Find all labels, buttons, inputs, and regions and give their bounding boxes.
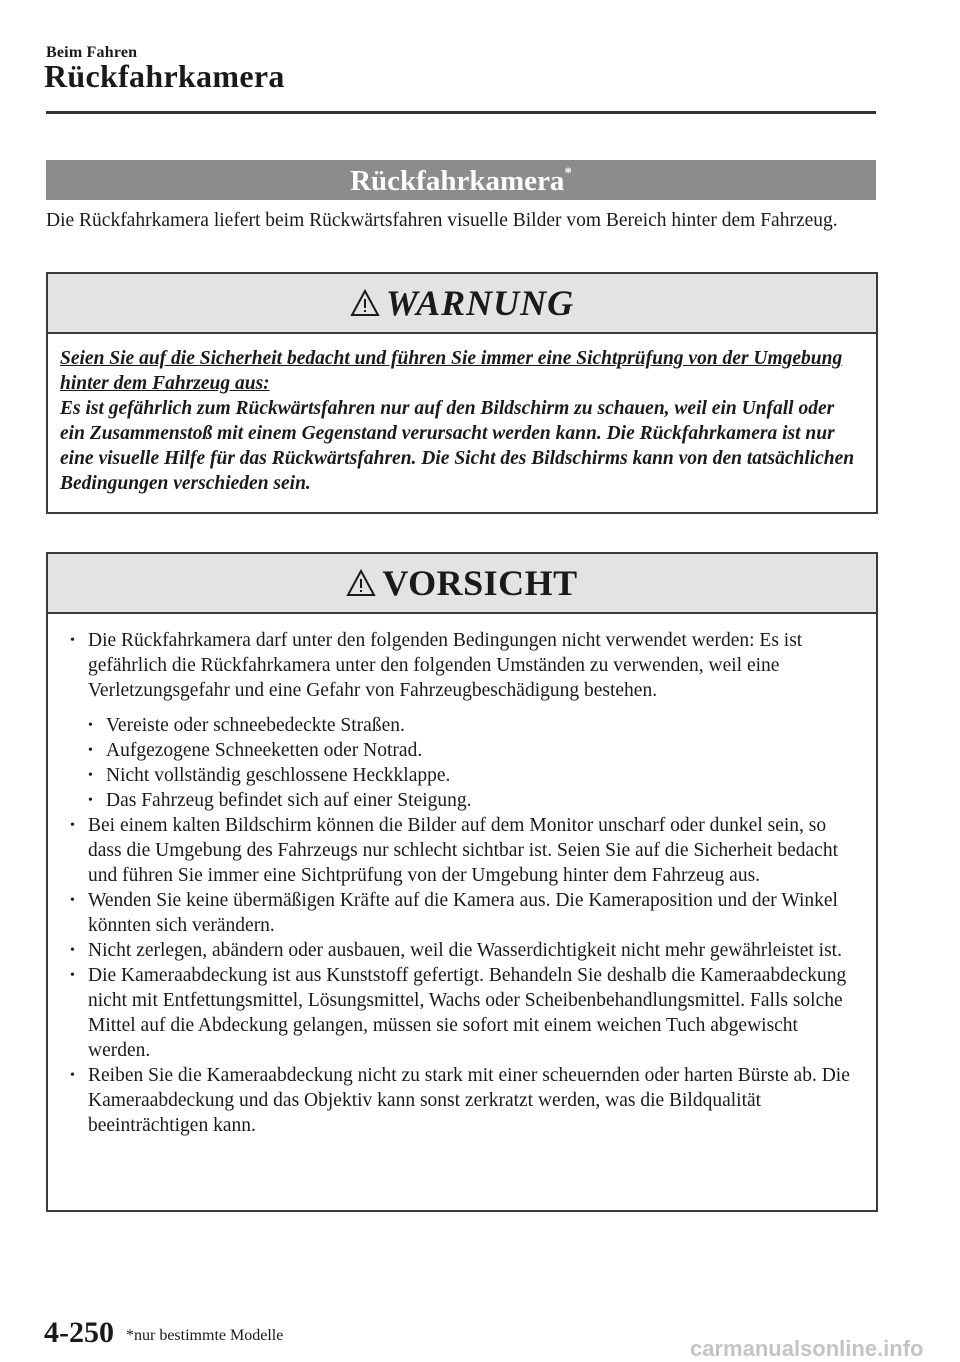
warning-lead: Seien Sie auf die Sicherheit bedacht und führen Sie immer eine Sichtprüfung von der Umgebung hinter dem Fahrzeug aus: xyxy=(60,348,843,394)
watermark: carmanualsonline.info xyxy=(690,1336,924,1361)
warning-title: WARNUNG xyxy=(385,283,575,323)
intro-paragraph: Die Rückfahrkamera liefert beim Rückwärtsfahren visuelle Bilder vom Bereich hinter dem Fahrzeug. xyxy=(46,210,838,231)
list-item: • Die Rückfahrkamera darf unter den folgenden Bedingungen nicht verwendet werden: Es ist gefährlich die Rückfahrkamera unter den folgenden Umständen zu verwenden, weil eine Verletzungsgefahr und eine Gefahr von Fahrzeugbeschädigung bestehen. xyxy=(66,628,862,703)
sub-list-item: • Nicht vollständig geschlossene Heckklappe. xyxy=(66,763,862,788)
caution-box xyxy=(46,552,878,1212)
page-title: Rückfahrkamera xyxy=(44,58,285,94)
section-title: Rückfahrkamera xyxy=(350,165,565,197)
warning-header xyxy=(48,274,876,334)
warning-text: Es ist gefährlich zum Rückwärtsfahren nur auf den Bildschirm zu schauen, weil ein Unfall oder ein Zusammenstoß mit einem Gegenstand verursacht werden kann. Die Rückfahrkamera ist nur eine visuelle Hilfe für das Rückwärtsfahren. Die Sicht des Bildschirms kann von den tatsächlichen Bedingungen verschieden sein. xyxy=(60,398,855,494)
section-banner xyxy=(46,160,876,200)
warning-box xyxy=(46,272,878,514)
sub-list-item: • Aufgezogene Schneeketten oder Notrad. xyxy=(66,738,862,763)
title-rule xyxy=(46,111,876,114)
caution-body xyxy=(48,614,876,1138)
list-item: • Die Kameraabdeckung ist aus Kunststoff gefertigt. Behandeln Sie deshalb die Kameraabdeckung nicht mit Entfettungsmittel, Lösungsmittel, Wachs oder Scheibenbehandlungsmittel. Falls solche Mittel auf die Abdeckung gelangen, müssen sie sofort mit einem weichen Tuch abgewischt werden. xyxy=(66,963,862,1063)
list-item: • Wenden Sie keine übermäßigen Kräfte auf die Kamera aus. Die Kameraposition und der Winkel könnten sich verändern. xyxy=(66,888,862,938)
sub-list xyxy=(66,713,862,813)
page-number: 4-250 xyxy=(44,1316,114,1349)
list-item: • Reiben Sie die Kameraabdeckung nicht zu stark mit einer scheuernden oder harten Bürste ab. Die Kameraabdeckung und das Objektiv kann sonst zerkratzt werden, was die Bildqualität beeinträchtigen kann. xyxy=(66,1063,862,1138)
caution-header xyxy=(48,554,876,614)
list-item: • Bei einem kalten Bildschirm können die Bilder auf dem Monitor unscharf oder dunkel sein, so dass die Umgebung des Fahrzeugs nur schlecht sichtbar ist. Seien Sie auf die Sicherheit bedacht und führen Sie immer eine Sichtprüfung von der Umgebung hinter dem Fahrzeug aus. xyxy=(66,813,862,888)
list-item: • Nicht zerlegen, abändern oder ausbauen, weil die Wasserdichtigkeit nicht mehr gewährleistet ist. xyxy=(66,938,862,963)
caution-title: VORSICHT xyxy=(382,563,578,603)
footnote-marker: * xyxy=(564,165,572,181)
warning-triangle-icon xyxy=(346,569,376,597)
sub-list-item: • Das Fahrzeug befindet sich auf einer Steigung. xyxy=(66,788,862,813)
sub-list-item: • Vereiste oder schneebedeckte Straßen. xyxy=(66,713,862,738)
warning-body xyxy=(48,334,876,496)
footnote: *nur bestimmte Modelle xyxy=(126,1327,284,1344)
section-label: Beim Fahren xyxy=(46,44,138,61)
warning-triangle-icon xyxy=(350,289,380,317)
